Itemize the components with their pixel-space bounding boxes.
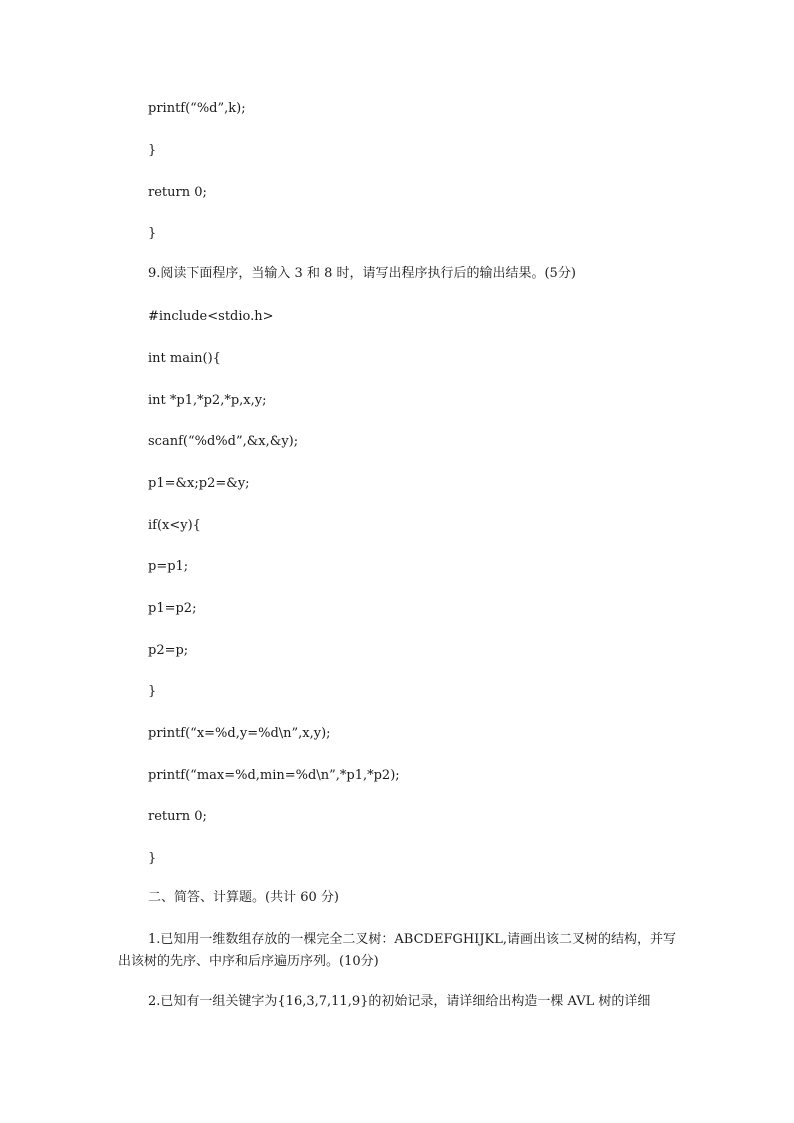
- question-1-text: 1.已知用一维数组存放的一棵完全二叉树：ABCDEFGHIJKL,请画出该二叉树的结构，并写出该树的先序、中序和后序遍历序列。(10分): [118, 932, 677, 969]
- code-line: return 0;: [148, 809, 207, 824]
- code-line: scanf(“%d%d”,&x,&y);: [148, 434, 299, 449]
- code-line: return 0;: [148, 185, 207, 200]
- code-line: }: [148, 684, 157, 699]
- code-line: p2=p;: [148, 643, 189, 658]
- code-line: printf(“x=%d,y=%d\n”,x,y);: [148, 726, 331, 741]
- code-line: #include<stdio.h>: [148, 309, 274, 324]
- code-line: int *p1,*p2,*p,x,y;: [148, 393, 267, 408]
- code-line: p=p1;: [148, 559, 189, 574]
- code-line: }: [148, 851, 157, 866]
- question-9-title: 9.阅读下面程序，当输入 3 和 8 时，请写出程序执行后的输出结果。(5分): [148, 266, 576, 281]
- code-line: }: [148, 143, 157, 158]
- question-2-text: 2.已知有一组关键字为{16,3,7,11,9}的初始记录，请详细给出构造一棵 AVL 树的详细: [148, 994, 651, 1009]
- code-line: }: [148, 226, 157, 241]
- code-line: p1=&x;p2=&y;: [148, 476, 250, 491]
- code-line: int main(){: [148, 351, 221, 366]
- code-line: printf(“%d”,k);: [148, 101, 246, 116]
- code-line: printf(“max=%d,min=%d\n”,*p1,*p2);: [148, 768, 400, 783]
- code-line: if(x<y){: [148, 518, 201, 533]
- section-2-title: 二、简答、计算题。(共计 60 分): [148, 890, 339, 905]
- code-line: p1=p2;: [148, 601, 197, 616]
